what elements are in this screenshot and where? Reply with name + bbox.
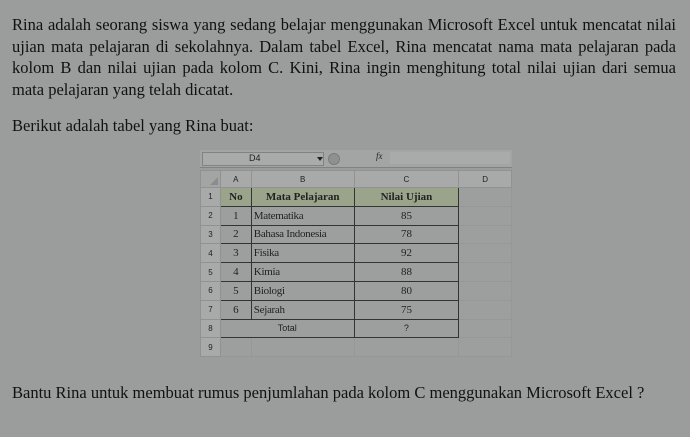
total-value[interactable]: ? [354,319,459,338]
cancel-icon[interactable] [328,153,340,165]
row-header-8[interactable]: 8 [201,319,221,338]
row-header-4[interactable]: 4 [201,244,221,263]
chevron-down-icon[interactable] [317,157,323,161]
row-header-1[interactable]: 1 [201,188,221,207]
cell-subject[interactable]: Sejarah [251,300,354,319]
cell-subject[interactable]: Fisika [251,244,354,263]
cell-d6[interactable] [459,281,512,300]
total-label[interactable]: Total [220,319,354,338]
cell-d9[interactable] [459,338,512,357]
column-header-a[interactable]: A [220,171,251,188]
cell-a9[interactable] [220,338,251,357]
cell-subject[interactable]: Kimia [251,263,354,282]
cell-subject[interactable]: Bahasa Indonesia [251,225,354,244]
name-box[interactable] [202,152,324,166]
table-intro: Berikut adalah tabel yang Rina buat: [12,116,254,135]
row-header-5[interactable]: 5 [201,263,221,282]
row-header-3[interactable]: 3 [201,225,221,244]
row-header-7[interactable]: 7 [201,300,221,319]
cell-no[interactable]: 2 [220,225,251,244]
cell-score[interactable]: 85 [354,206,459,225]
cell-no[interactable]: 4 [220,263,251,282]
cell-c9[interactable] [354,338,459,357]
formula-bar [200,150,512,168]
select-all-icon [210,177,218,185]
select-all-corner[interactable] [201,171,221,188]
cell-b9[interactable] [251,338,354,357]
question-paragraph: Bantu Rina untuk membuat rumus penjumlahan pada kolom C menggunakan Microsoft Excel ? [12,383,645,402]
intro-paragraph: Rina adalah seorang siswa yang sedang belajar menggunakan Microsoft Excel untuk mencatat nilai ujian mata pelajaran di sekolahnya. Dalam tabel Excel, Rina mencatat nama mata pelajaran pada kolom B dan nilai ujian pada kolom C. Kini, Rina ingin menghitung total nilai ujian dari semua mata pelajaran yang telah dicatat. [12,15,676,99]
cell-score[interactable]: 88 [354,263,459,282]
row-header-6[interactable]: 6 [201,281,221,300]
cell-score[interactable]: 80 [354,281,459,300]
header-no[interactable]: No [220,188,251,207]
row-header-2[interactable]: 2 [201,206,221,225]
column-header-d[interactable]: D [459,171,512,188]
cell-no[interactable]: 5 [220,281,251,300]
cell-d4[interactable] [459,244,512,263]
cell-score[interactable]: 92 [354,244,459,263]
cell-d3[interactable] [459,225,512,244]
row-header-9[interactable]: 9 [201,338,221,357]
cell-score[interactable]: 78 [354,225,459,244]
header-score[interactable]: Nilai Ujian [354,188,459,207]
spreadsheet-grid [200,170,512,357]
cell-d5[interactable] [459,263,512,282]
fx-icon[interactable]: fx [376,151,383,161]
name-box-value: D4 [249,153,261,163]
formula-input[interactable] [390,152,510,164]
cell-score[interactable]: 75 [354,300,459,319]
cell-d7[interactable] [459,300,512,319]
cell-subject[interactable]: Matematika [251,206,354,225]
cell-no[interactable]: 3 [220,244,251,263]
cell-no[interactable]: 6 [220,300,251,319]
header-subject[interactable]: Mata Pelajaran [251,188,354,207]
cell-subject[interactable]: Biologi [251,281,354,300]
excel-screenshot [200,150,512,360]
column-header-b[interactable]: B [251,171,354,188]
cell-d8[interactable] [459,319,512,338]
cell-d2[interactable] [459,206,512,225]
cell-d1[interactable] [459,188,512,207]
column-header-c[interactable]: C [354,171,459,188]
cell-no[interactable]: 1 [220,206,251,225]
